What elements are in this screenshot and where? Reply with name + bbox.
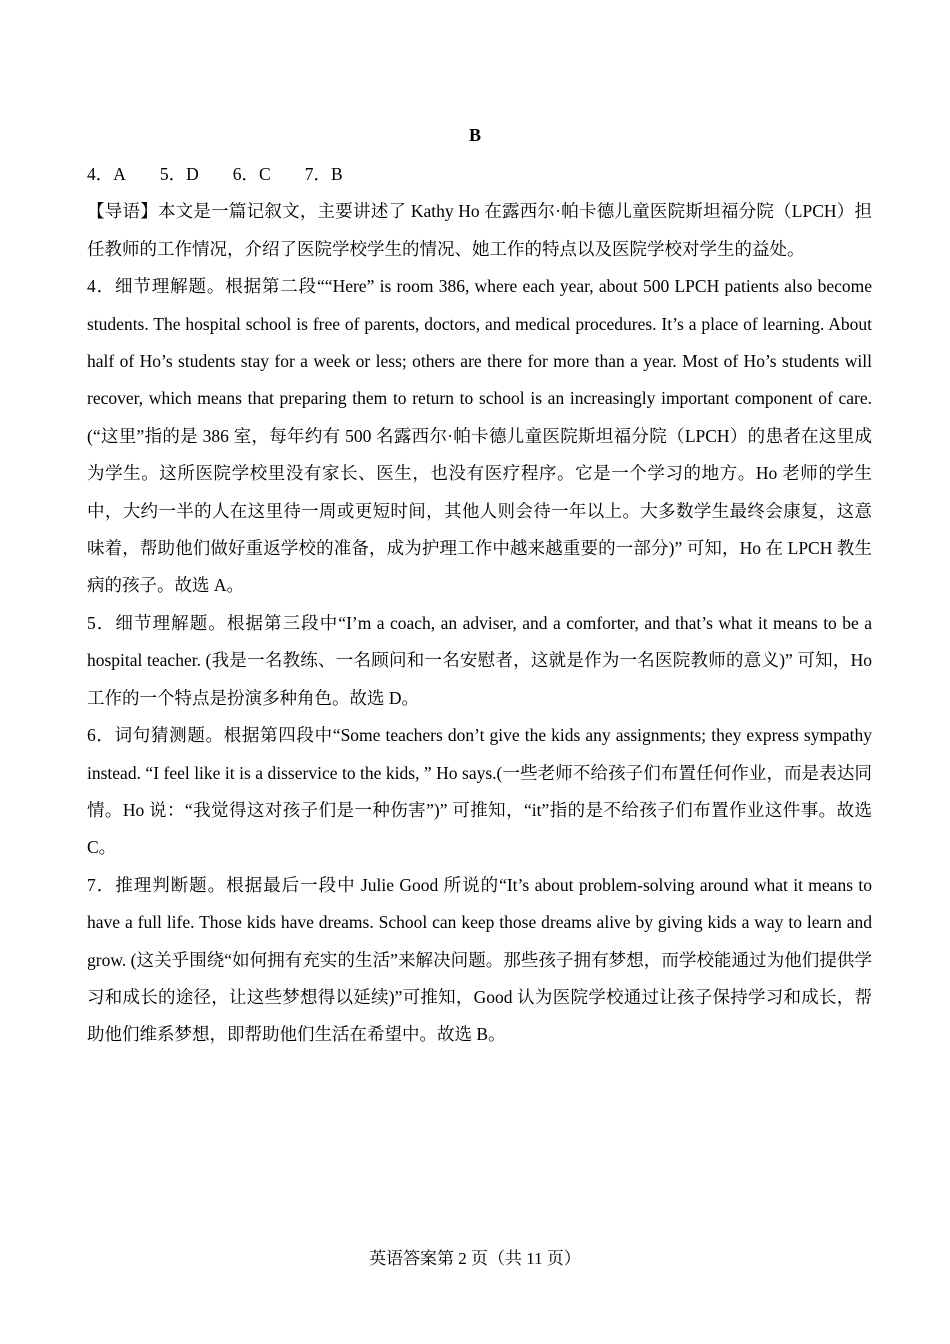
section-title: B [468, 125, 481, 145]
explanation-6: 6．词句猜测题。根据第四段中“Some teachers don’t give the kids any assignments; they express sympathy instead. “I feel like it is a disservice to the kids, ” Ho says.(一些老师不给孩子们布置任何作业，而是表达同情。Ho 说：“我觉得这对孩子们是一种伤害”)” 可推知，“it”指的是不给孩子们布置作业这件事。故选 C。 [87, 725, 872, 858]
explanation-5: 5．细节理解题。根据第三段中“I’m a coach, an adviser, and a comforter, and that’s what it means to be a hospital teacher. (我是一名教练、一名顾问和一名安慰者，这就是作为一名医院教师的意义)” 可知，Ho 工作的一个特点是扮演多种角色。故选 D。 [87, 612, 872, 708]
answer-7: 7．B [304, 164, 343, 184]
explanation-7: 7．推理判断题。根据最后一段中 Julie Good 所说的“It’s about problem-solving around what it means to have a full life. Those kids have dreams. School can keep those dreams alive by giving kids a way to learn and grow. (这关乎围绕“如何拥有充实的生活”来解决问题。那些孩子拥有梦想，而学校能通过为他们提供学习和成长的途径，让这些梦想得以延续)”可推知，Good 认为医院学校通过让孩子保持学习和成长，帮助他们维系梦想，即帮助他们生活在希望中。故选 B。 [87, 874, 872, 1045]
answer-5: 5．D [159, 164, 199, 184]
answer-4: 4．A [87, 164, 126, 184]
answer-6: 6．C [232, 164, 271, 184]
page-footer: 英语答案第 2 页（共 11 页） [369, 1249, 581, 1268]
answer-key-row [87, 156, 872, 193]
intro-paragraph: 【导语】本文是一篇记叙文，主要讲述了 Kathy Ho 在露西尔·帕卡德儿童医院斯坦福分院（LPCH）担任教师的工作情况，介绍了医院学校学生的情况、她工作的特点以及医院学校对学生的益处。 [87, 201, 872, 259]
explanation-4: 4．细节理解题。根据第二段““Here” is room 386, where each year, about 500 LPCH patients also become students. The hospital school is free of parents, doctors, and medical procedures. It’s a place of learning. About half of Ho’s students stay for a week or less; others are there for more than a year. Most of Ho’s students will recover, which means that preparing them to return to school is an increasingly important component of care.(“这里”指的是 386 室，每年约有 500 名露西尔·帕卡德儿童医院斯坦福分院（LPCH）的患者在这里成为学生。这所医院学校里没有家长、医生，也没有医疗程序。它是一个学习的地方。Ho 老师的学生中，大约一半的人在这里待一周或更短时间，其他人则会待一年以上。大多数学生最终会康复，这意味着，帮助他们做好重返学校的准备，成为护理工作中越来越重要的一部分)” 可知，Ho 在 LPCH 教生病的孩子。故选 A。 [87, 276, 872, 596]
answer-content [87, 156, 872, 1054]
